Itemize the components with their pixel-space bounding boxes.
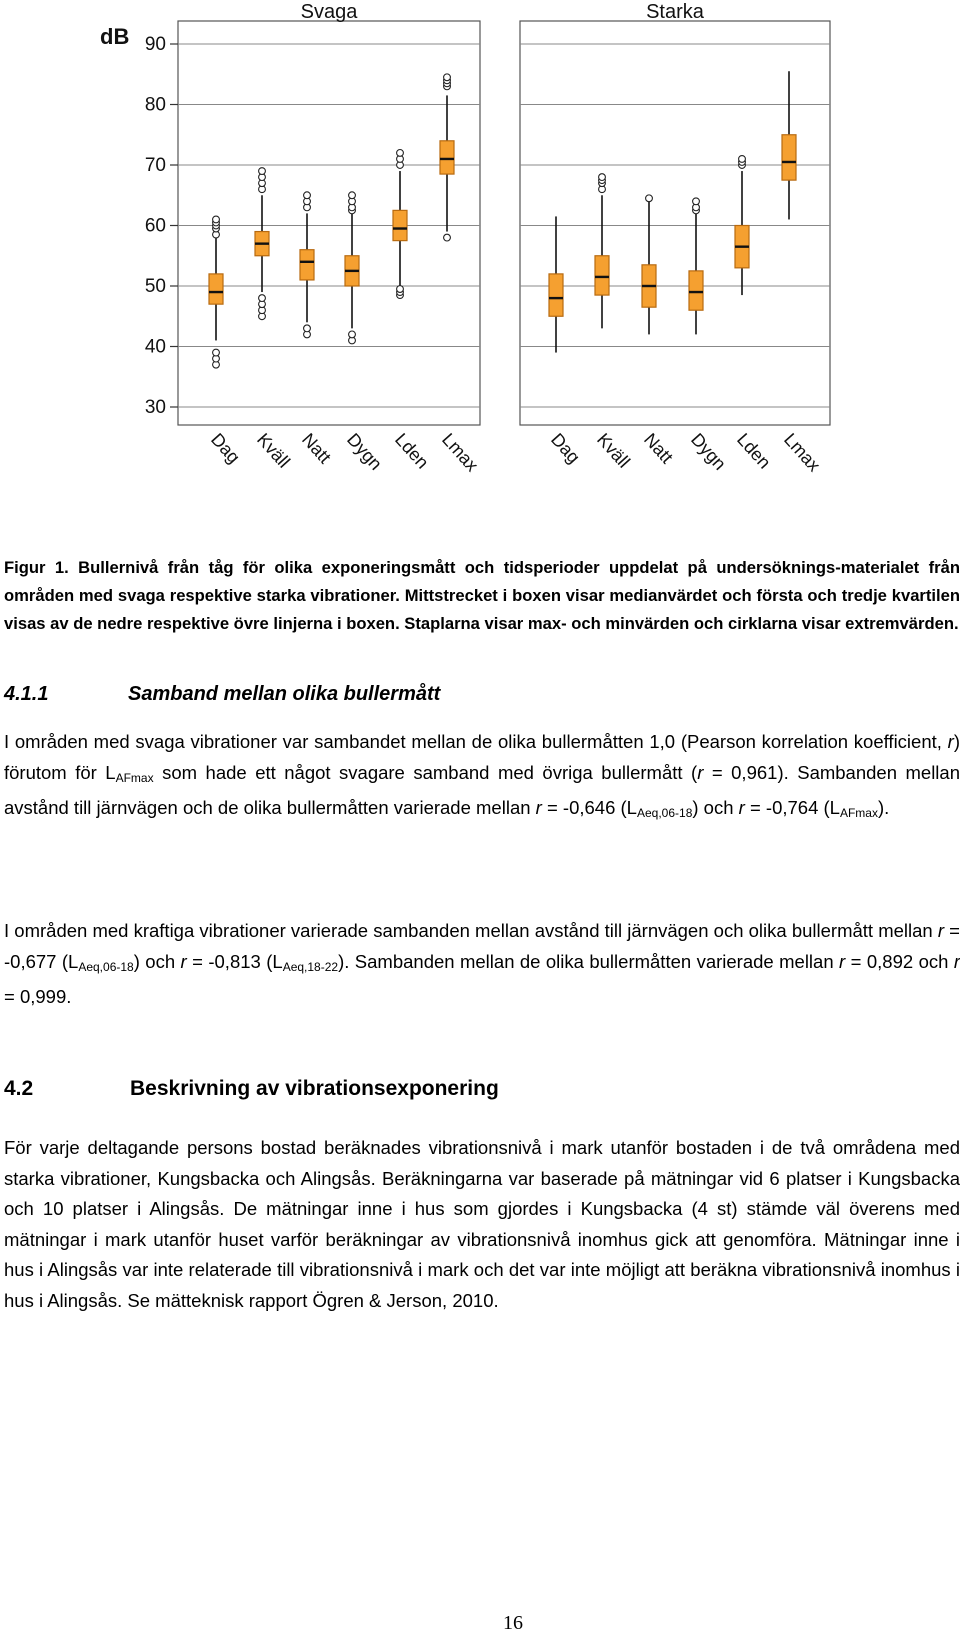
x-tick-label: Lmax: [438, 429, 483, 476]
var-r: r: [697, 761, 704, 783]
x-tick-label: Lden: [391, 429, 433, 473]
y-tick-label: 90: [144, 34, 166, 55]
y-tick-label: 70: [144, 155, 166, 176]
var-r: r: [180, 950, 187, 972]
box-natt: [300, 192, 314, 338]
box-dag: [549, 216, 563, 352]
y-tick-label: 30: [144, 397, 166, 418]
text: ) och: [133, 950, 181, 972]
box-iqr: [393, 210, 407, 240]
box-dygn: [689, 198, 703, 334]
box-iqr: [782, 135, 796, 180]
subscript: AFmax: [115, 770, 154, 785]
text: = 0,999.: [4, 986, 72, 1007]
var-r: r: [535, 797, 542, 818]
y-tick-label: 80: [144, 94, 166, 116]
paragraph-vibration-exposure: För varje deltagande persons bostad beräknades vibrationsnivå i mark utanför bostaden i de två områdena med starka vibrationer, Kungsbacka och Alingsås. Beräkningarna var baserade på mätningar vid 6 platser i Kungsbacka och 10 platser i Alingsås. De mätningar inne i hus som gjordes i Kungsbacka (4 st) stämde väl överens med mätningar i mark utanför huset varför beräkningar av vibrationsnivå inomhus gick att genomföra. Mätningar inne i hus i Alingsås var inte relaterade till vibrationsnivå i mark och det var inte möjligt att beräkna vibrationsnivå inomhus i hus i Alingsås. Se mätteknisk rapport Ögren & Jerson, 2010.: [4, 1137, 960, 1311]
text: = 0,961). Sambanden mellan avstånd till järnvägen och de olika bullermåtten varierade mellan: [4, 761, 960, 818]
outlier-point: [397, 286, 404, 293]
text: = -0,677 (L: [4, 920, 960, 972]
box-lmax: [440, 74, 454, 241]
var-r: r: [937, 920, 945, 941]
section-heading-4-2: [4, 1077, 499, 1101]
box-iqr: [209, 274, 223, 304]
outlier-point: [349, 331, 356, 338]
panel-title: Starka: [646, 1, 704, 23]
box-dag: [209, 216, 223, 368]
x-tick-label: Kväll: [253, 429, 294, 472]
panel-title: Svaga: [300, 1, 358, 23]
outlier-point: [304, 192, 311, 199]
box-lden: [735, 156, 749, 296]
boxplot-figure: [0, 0, 960, 520]
outlier-point: [259, 295, 266, 302]
y-axis-label: dB: [100, 24, 130, 49]
box-lden: [393, 150, 407, 299]
x-tick-label: Kväll: [593, 429, 634, 472]
x-tick-label: Dygn: [343, 429, 387, 474]
page-number: 16: [503, 1612, 523, 1634]
section-title: Beskrivning av vibrationsexponering: [130, 1077, 499, 1100]
section-number: 4.1.1: [4, 683, 49, 705]
plot-frame: [520, 21, 830, 425]
text: = 0,892 och: [845, 950, 954, 972]
y-tick-label: 40: [144, 336, 166, 358]
outlier-point: [444, 234, 451, 241]
x-tick-label: Lmax: [780, 429, 825, 476]
panel-svaga: [100, 1, 482, 475]
box-natt: [642, 195, 656, 335]
text: I områden med kraftiga vibrationer varierade sambanden mellan avstånd till järnvägen och olika bullermått mellan: [4, 920, 938, 941]
x-tick-label: Natt: [298, 429, 335, 468]
x-tick-label: Natt: [640, 429, 677, 468]
box-iqr: [549, 274, 563, 316]
text: ) förutom för L: [4, 731, 960, 783]
x-tick-label: Dag: [547, 429, 584, 468]
var-r: r: [953, 950, 960, 972]
text: som hade ett något svagare samband med övriga bullermått (: [153, 761, 698, 783]
outlier-point: [693, 198, 700, 205]
panel-starka: [520, 1, 830, 475]
text: I områden med svaga vibrationer var sambandet mellan de olika bullermåtten 1,0 (Pearson korrelation koefficient,: [4, 731, 948, 752]
outlier-point: [739, 156, 746, 163]
x-tick-label: Dag: [207, 429, 244, 468]
subscript: AFmax: [839, 806, 878, 820]
subscript: Aeq,06-18: [636, 806, 693, 820]
text: ) och: [692, 797, 739, 818]
outlier-point: [349, 192, 356, 199]
box-iqr: [689, 271, 703, 310]
box-kväll: [255, 168, 269, 320]
section-title: Samband mellan olika bullermått: [128, 683, 441, 705]
text: = -0,813 (L: [186, 950, 283, 972]
section-number: 4.2: [4, 1077, 34, 1100]
caption-text: Bullernivå från tåg för olika exponeringsmått och tidsperioder uppdelat på undersöknings-materialet från områden med svaga respektive starka vibrationer. Mittstrecket i boxen visar medianvärdet och första och tredje kvartilen visas av de nedre respektive övre linjerna i boxen. Staplarna visar max- och minvärden och cirklarna visar extremvärden.: [4, 558, 960, 633]
outlier-point: [304, 325, 311, 332]
figure-caption: [4, 554, 960, 638]
outlier-point: [259, 168, 266, 175]
var-r: r: [839, 950, 846, 972]
var-r: r: [947, 731, 954, 752]
outlier-point: [599, 174, 606, 181]
outlier-point: [213, 349, 220, 356]
x-tick-label: Lden: [733, 429, 775, 473]
text: ).: [877, 797, 890, 818]
box-lmax: [782, 71, 796, 219]
var-r: r: [738, 797, 745, 818]
paragraph-weak-vibrations: [4, 727, 960, 829]
y-tick-label: 50: [144, 276, 166, 297]
outlier-point: [646, 195, 653, 202]
box-kväll: [595, 174, 609, 329]
y-tick-label: 60: [144, 215, 166, 237]
x-tick-label: Dygn: [687, 429, 731, 474]
box-dygn: [345, 192, 359, 344]
caption-label: Figur 1.: [4, 558, 69, 577]
paragraph-strong-vibrations: [4, 916, 960, 1013]
outlier-point: [397, 150, 404, 157]
text: ). Sambanden mellan de olika bullermåtten varierade mellan: [338, 950, 840, 972]
plot-frame: [178, 21, 480, 425]
subscript: Aeq,06-18: [78, 959, 134, 974]
text: = -0,764 (L: [744, 797, 840, 818]
subscript: Aeq,18-22: [282, 959, 339, 974]
outlier-point: [444, 74, 451, 81]
box-iqr: [300, 250, 314, 280]
section-heading-4-1-1: [4, 683, 440, 706]
text: = -0,646 (L: [541, 797, 637, 818]
box-iqr: [440, 141, 454, 174]
outlier-point: [213, 216, 220, 223]
box-iqr: [595, 256, 609, 295]
